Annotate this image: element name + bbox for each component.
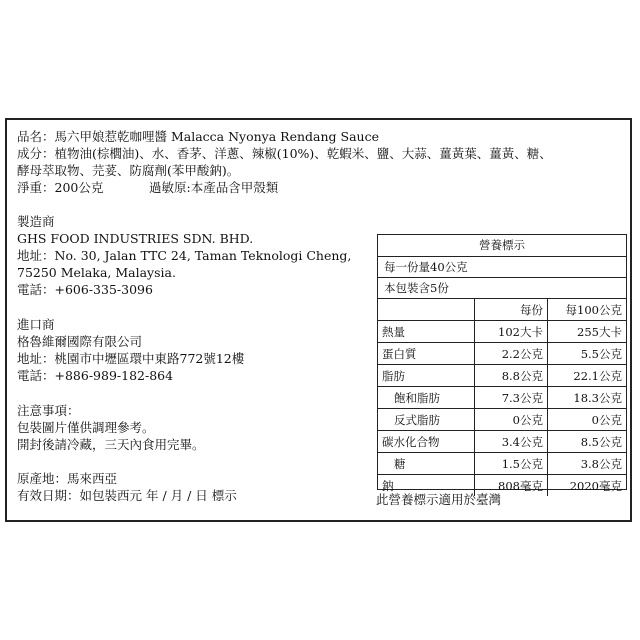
ingredients-line-1: 成分：植物油(棕櫚油)、水、香茅、洋蔥、辣椒(10%)、乾蝦米、鹽、大蒜、薑黃葉、薑黃、糖、 xyxy=(17,146,552,161)
manufacturer-address-2: 75250 Melaka, Malaysia. xyxy=(17,265,176,280)
allergen-info: 過敏原:本產品含甲殼類 xyxy=(149,180,279,195)
notes-line-2: 開封後請冷藏，三天內食用完畢。 xyxy=(17,437,205,452)
nutrient-per-100g: 0公克 xyxy=(548,409,627,431)
nutrition-row-fat xyxy=(378,365,626,387)
nutrition-footnote: 此營養標示適用於臺灣 xyxy=(376,492,502,507)
net-weight: 淨重：200公克 xyxy=(17,180,104,195)
nutrition-row-saturated-fat xyxy=(378,387,626,409)
nutrient-per-100g: 5.5公克 xyxy=(548,343,627,365)
country-of-origin: 原產地：馬來西亞 xyxy=(17,471,118,486)
expiry-date: 有效日期：如包裝西元 年 / 月 / 日 標示 xyxy=(17,488,237,503)
nutrient-per-serving: 1.5公克 xyxy=(475,453,548,475)
nutrition-row-trans-fat xyxy=(378,409,626,431)
importer-phone: 電話：+886-989-182-864 xyxy=(17,368,174,383)
notes-heading: 注意事項： xyxy=(17,403,80,418)
product-label xyxy=(5,118,632,522)
per-serving-header: 每份 xyxy=(475,299,548,321)
nutrient-per-serving: 8.8公克 xyxy=(475,365,548,387)
nutrient-per-serving: 3.4公克 xyxy=(475,431,548,453)
nutrient-header-blank xyxy=(378,299,475,321)
notes-line-1: 包裝圖片僅供調理參考。 xyxy=(17,420,155,435)
product-name: 品名：馬六甲娘惹乾咖哩醬 Malacca Nyonya Rendang Sauce xyxy=(17,129,379,144)
nutrition-header-row xyxy=(378,299,626,321)
nutrition-title: 營養標示 xyxy=(378,235,626,257)
nutrition-row-carbohydrate xyxy=(378,431,626,453)
nutrient-name: 熱量 xyxy=(378,321,475,343)
nutrient-per-100g: 3.8公克 xyxy=(548,453,627,475)
nutrient-per-100g: 22.1公克 xyxy=(548,365,627,387)
nutrient-name: 糖 xyxy=(378,453,475,475)
nutrient-per-serving: 0公克 xyxy=(475,409,548,431)
nutrition-row-energy xyxy=(378,321,626,343)
nutrient-name: 碳水化合物 xyxy=(378,431,475,453)
manufacturer-name: GHS FOOD INDUSTRIES SDN. BHD. xyxy=(17,231,254,246)
nutrient-name: 脂肪 xyxy=(378,365,475,387)
manufacturer-address-1: 地址：No. 30, Jalan TTC 24, Taman Teknologi Cheng, xyxy=(17,248,352,263)
importer-address: 地址：桃園市中壢區環中東路772號12樓 xyxy=(17,351,245,366)
importer-name: 格魯維爾國際有限公司 xyxy=(17,334,143,349)
nutrient-per-serving: 2.2公克 xyxy=(475,343,548,365)
nutrient-per-serving: 808毫克 xyxy=(475,475,548,497)
nutrition-row-protein xyxy=(378,343,626,365)
nutrient-per-serving: 102大卡 xyxy=(475,321,548,343)
nutrient-per-100g: 2020毫克 xyxy=(569,478,622,493)
importer-heading: 進口商 xyxy=(17,317,55,332)
nutrient-per-100g: 8.5公克 xyxy=(548,431,627,453)
serving-size: 每一份量40公克 xyxy=(378,257,626,278)
nutrient-per-serving: 7.3公克 xyxy=(475,387,548,409)
nutrient-per-100g: 255大卡 xyxy=(548,321,627,343)
manufacturer-heading: 製造商 xyxy=(17,214,55,229)
nutrient-name: 鈉 xyxy=(378,475,475,497)
nutrient-name: 蛋白質 xyxy=(378,343,475,365)
nutrition-table xyxy=(378,299,626,496)
manufacturer-phone: 電話：+606-335-3096 xyxy=(17,282,153,297)
nutrient-name: 反式脂肪 xyxy=(378,409,475,431)
nutrition-row-sugar xyxy=(378,453,626,475)
per-100g-header: 每100公克 xyxy=(548,299,627,321)
nutrient-per-100g: 18.3公克 xyxy=(548,387,627,409)
servings-per-pack: 本包裝含5份 xyxy=(378,278,626,299)
nutrition-facts-panel xyxy=(377,234,627,493)
nutrient-name: 飽和脂肪 xyxy=(378,387,475,409)
ingredients-line-2: 酵母萃取物、芫荽、防腐劑(苯甲酸鈉)。 xyxy=(17,163,240,178)
